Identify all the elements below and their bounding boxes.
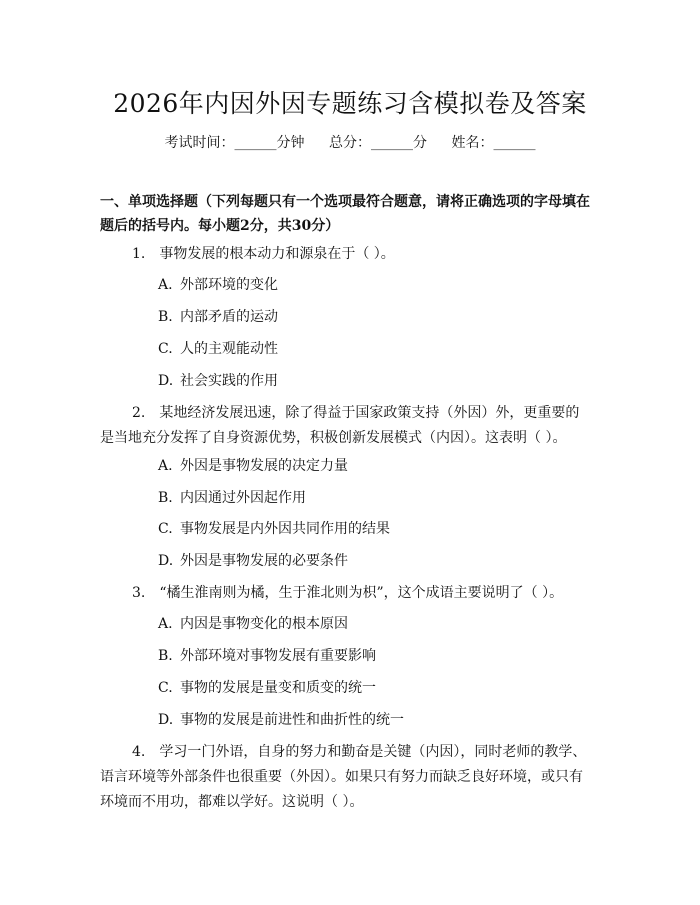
- question-2-option-d: [158, 551, 348, 571]
- option-text: 外部环境对事物发展有重要影响: [180, 648, 376, 664]
- option-text: 人的主观能动性: [180, 341, 278, 357]
- question-text: 事物发展的根本动力和源泉在于（ ）。: [159, 246, 395, 262]
- option-letter: C.: [158, 521, 173, 537]
- section-heading: 一、单项选择题（下列每题只有一个选项最符合题意，请将正确选项的字母填在题后的括号内。每小题2分，共30分）: [100, 194, 590, 234]
- option-text: 外因是事物发展的必要条件: [180, 553, 348, 569]
- option-text: 事物的发展是前进性和曲折性的统一: [180, 712, 404, 728]
- option-text: 事物发展是内外因共同作用的结果: [180, 521, 390, 537]
- option-text: 内因是事物变化的根本原因: [180, 616, 348, 632]
- option-letter: A.: [158, 458, 173, 474]
- option-letter: C.: [158, 680, 173, 696]
- question-3-option-d: [158, 710, 404, 730]
- question-1: [100, 242, 592, 267]
- question-number: 2.: [132, 405, 146, 421]
- name-field: 姓名：______: [451, 135, 536, 151]
- option-letter: D.: [158, 373, 174, 389]
- question-number: 1.: [132, 246, 146, 262]
- option-letter: B.: [158, 309, 173, 325]
- question-3-option-b: [158, 646, 376, 666]
- question-text: “橘生淮南则为橘，生于淮北则为枳”，这个成语主要说明了（ ）。: [159, 585, 564, 601]
- question-2: [100, 401, 592, 451]
- question-text: 某地经济发展迅速，除了得益于国家政策支持（外因）外，更重要的是当地充分发挥了自身资源优势，积极创新发展模式（内因）。这表明（ ）。: [100, 405, 580, 446]
- option-letter: B.: [158, 490, 173, 506]
- question-1-option-b: [158, 307, 278, 327]
- question-4: [100, 740, 592, 815]
- question-3: [100, 581, 592, 606]
- exam-meta: [0, 132, 700, 152]
- question-3-option-c: [158, 678, 376, 698]
- option-text: 事物的发展是量变和质变的统一: [180, 680, 376, 696]
- option-letter: C.: [158, 341, 173, 357]
- option-text: 外因是事物发展的决定力量: [180, 458, 348, 474]
- question-2-option-a: [158, 456, 348, 476]
- option-text: 内部矛盾的运动: [180, 309, 278, 325]
- total-score-field: 总分：______分: [329, 135, 427, 151]
- question-1-option-d: [158, 371, 278, 391]
- option-text: 社会实践的作用: [180, 373, 278, 389]
- option-letter: A.: [158, 616, 173, 632]
- option-text: 内因通过外因起作用: [180, 490, 306, 506]
- option-text: 外部环境的变化: [180, 277, 278, 293]
- question-1-option-c: [158, 339, 278, 359]
- question-text: 学习一门外语，自身的努力和勤奋是关键（内因），同时老师的教学、语言环境等外部条件也很重要（外因）。如果只有努力而缺乏良好环境，或只有环境而不用功，都难以学好。这说明（ ）。: [100, 744, 587, 810]
- option-letter: D.: [158, 712, 174, 728]
- option-letter: B.: [158, 648, 173, 664]
- question-number: 4.: [132, 744, 146, 760]
- question-1-option-a: [158, 275, 278, 295]
- question-3-option-a: [158, 614, 348, 634]
- option-letter: D.: [158, 553, 174, 569]
- option-letter: A.: [158, 277, 173, 293]
- question-2-option-c: [158, 519, 390, 539]
- question-2-option-b: [158, 488, 306, 508]
- question-number: 3.: [132, 585, 146, 601]
- page-title: 2026年内因外因专题练习含模拟卷及答案: [113, 89, 587, 118]
- exam-time-field: 考试时间：______分钟: [164, 135, 305, 151]
